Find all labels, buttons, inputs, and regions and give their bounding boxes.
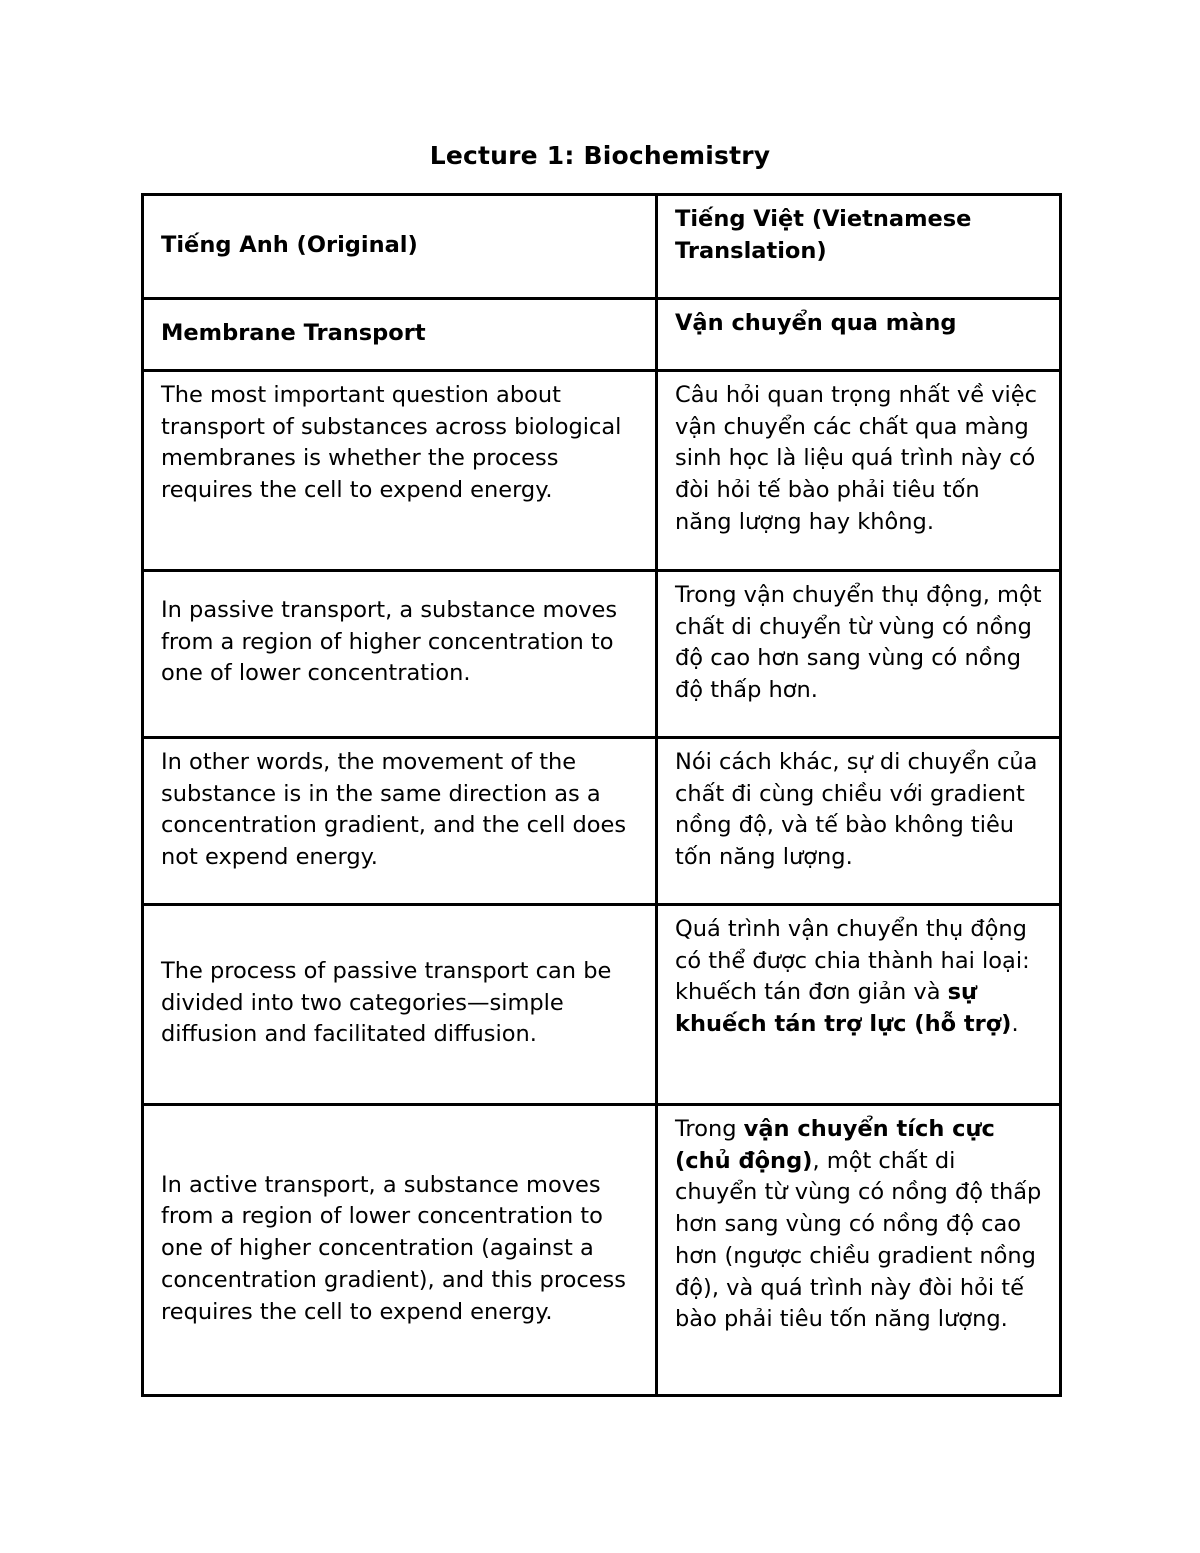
- english-cell: In passive transport, a substance moves from a region of higher concentration to one of lower concentration.: [143, 571, 657, 738]
- table-header-row: [143, 195, 1061, 299]
- header-cell-english: [143, 195, 657, 299]
- header-cell-vietnamese: [657, 195, 1061, 299]
- section-heading-english: Membrane Transport: [161, 319, 426, 346]
- vietnamese-text: Quá trình vận chuyển thụ động có thể được chia thành hai loại: khuếch tán đơn giản và: [675, 916, 1030, 1006]
- vietnamese-text: .: [1011, 1011, 1019, 1038]
- section-heading-vietnamese: Vận chuyển qua màng: [675, 310, 957, 336]
- document-title: Lecture 1: Biochemistry: [429, 141, 771, 170]
- vietnamese-bold-term: vận chuyển tích cực (chủ động): [675, 1116, 995, 1174]
- header-label-vietnamese: Tiếng Việt (Vietnamese Translation): [675, 206, 972, 264]
- translation-table: [141, 193, 1062, 1397]
- section-heading-row: [143, 299, 1061, 371]
- vietnamese-text: Trong: [675, 1116, 744, 1142]
- english-cell: In other words, the movement of the substance is in the same direction as a concentration gradient, and the cell does not expend energy.: [143, 738, 657, 905]
- section-cell-english: [143, 299, 657, 371]
- vietnamese-cell: Câu hỏi quan trọng nhất về việc vận chuyển các chất qua màng sinh học là liệu quá trình này có đòi hỏi tế bào phải tiêu tốn năng lượng hay không.: [657, 371, 1061, 571]
- table-row: [143, 371, 1061, 571]
- vietnamese-cell: Trong vận chuyển thụ động, một chất di chuyển từ vùng có nồng độ cao hơn sang vùng có nồng độ thấp hơn.: [657, 571, 1061, 738]
- section-cell-vietnamese: [657, 299, 1061, 371]
- vietnamese-cell: [657, 1105, 1061, 1396]
- header-label-english: Tiếng Anh (Original): [161, 231, 418, 258]
- english-cell: In active transport, a substance moves from a region of lower concentration to one of higher concentration (against a concentration gradient), and this process requires the cell to expend energy.: [143, 1105, 657, 1396]
- vietnamese-cell: [657, 905, 1061, 1105]
- table-row: [143, 571, 1061, 738]
- table-row: [143, 1105, 1061, 1396]
- table-row: [143, 905, 1061, 1105]
- english-cell: The process of passive transport can be divided into two categories—simple diffusion and facilitated diffusion.: [143, 905, 657, 1105]
- vietnamese-bold-term: sự khuếch tán trợ lực (hỗ trợ): [675, 979, 1012, 1038]
- vietnamese-text: , một chất di chuyển từ vùng có nồng độ thấp hơn sang vùng có nồng độ cao hơn (ngược chiều gradient nồng độ), và quá trình này đòi hỏi tế bào phải tiêu tốn năng lượng.: [675, 1147, 1042, 1333]
- english-cell: The most important question about transport of substances across biological membranes is whether the process requires the cell to expend energy.: [143, 371, 657, 571]
- table-row: [143, 738, 1061, 905]
- vietnamese-cell: Nói cách khác, sự di chuyển của chất đi cùng chiều với gradient nồng độ, và tế bào không tiêu tốn năng lượng.: [657, 738, 1061, 905]
